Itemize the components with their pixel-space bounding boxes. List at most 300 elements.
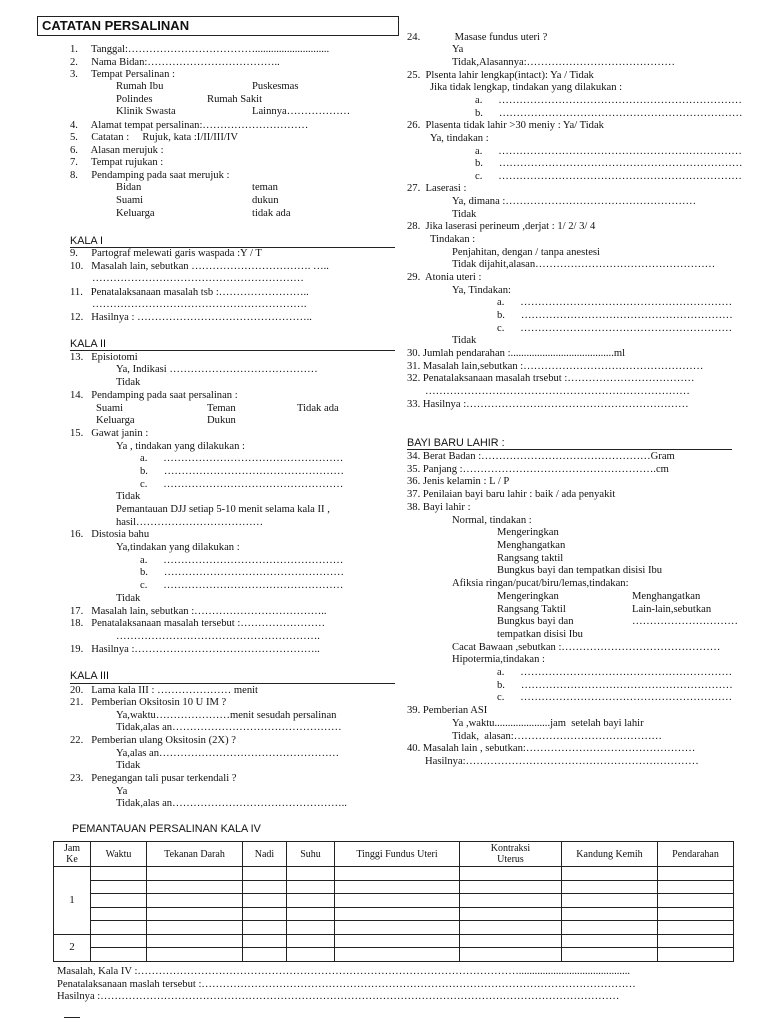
form-line-text: Penjahitan, dengan / tanpa anestesi [452, 247, 600, 258]
form-line [297, 403, 339, 415]
form-line-text: Dukun [207, 415, 236, 426]
form-line-text: Keluarga [116, 208, 155, 219]
table-cell[interactable] [147, 907, 243, 921]
form-line [632, 604, 711, 616]
form-line-text: Bungkus bayi dan [497, 616, 574, 627]
table-cell[interactable] [243, 894, 287, 908]
form-line [407, 361, 703, 373]
table-cell[interactable] [335, 907, 460, 921]
form-line-text: Tidak [116, 760, 141, 771]
form-line-text: 14. Pendamping pada saat persalinan : [70, 390, 238, 401]
form-line-text: Rangsang Taktil [497, 604, 566, 615]
form-line-text: Ya,tindakan yang dilakukan : [116, 542, 240, 553]
form-line-text: Tidak,Alasannya:…………………………………… [452, 57, 675, 68]
form-line [452, 335, 476, 347]
form-line [116, 195, 143, 207]
form-line-text: 8. Pendamping pada saat merujuk : [70, 170, 230, 181]
form-line-text: Tidak [116, 377, 141, 388]
table-cell[interactable] [147, 880, 243, 894]
table-cell[interactable] [562, 894, 658, 908]
form-line-text: b. …………………………………………… [140, 567, 344, 578]
form-line [70, 157, 163, 169]
table-cell[interactable] [460, 934, 562, 948]
table-cell[interactable] [91, 948, 147, 962]
table-cell[interactable] [335, 921, 460, 935]
table-cell[interactable] [91, 921, 147, 935]
table-cell[interactable] [243, 907, 287, 921]
table-cell[interactable] [335, 934, 460, 948]
page-mark [64, 1017, 80, 1018]
footer-line-text: Penatalaksanaan maslah tersebut :…………………………………………………………………………………………………………… [57, 979, 636, 990]
form-line [407, 70, 594, 82]
form-line [70, 57, 280, 69]
form-line-text: 17. Masalah lain, sebutkan :……………………………….. [70, 606, 327, 617]
form-line [407, 502, 471, 514]
form-line [207, 403, 236, 415]
form-line [407, 32, 547, 44]
form-line [116, 748, 339, 760]
form-line-text: Ya [452, 44, 464, 55]
form-line-text: 26. Plasenta tidak lahir >30 meniy : Ya/ Tidak [407, 120, 604, 131]
form-line [407, 120, 604, 132]
form-line-text: 15. Gawat janin : [70, 428, 149, 439]
table-cell[interactable] [147, 934, 243, 948]
form-line-text: Klinik Swasta [116, 106, 176, 117]
form-line [116, 504, 330, 516]
form-line [70, 773, 237, 785]
form-line-text: 4. Alamat tempat persalinan:………………………… [70, 120, 309, 131]
table-cell[interactable] [91, 907, 147, 921]
form-line-text: Rumah Sakit [207, 94, 263, 105]
form-line [92, 299, 307, 311]
header-kandung-kemih: Kandung Kemih [562, 842, 658, 867]
form-line-text: c. …………………………………………………… [497, 323, 733, 334]
form-line-text: ………………………………………………………………… [425, 386, 690, 397]
form-line-text: 5. Catatan : Rujuk, kata :I/II/III/IV [70, 132, 238, 143]
form-line-text: a. …………………………………………………………… [475, 146, 742, 157]
form-line-text: b. …………………………………………… [140, 466, 344, 477]
form-line-text: 23. Penegangan tali pusar terkendali ? [70, 773, 237, 784]
footer-line-text: Hasilnya :………………………………………………………………………………………………………………………………… [57, 991, 620, 1002]
form-line [116, 106, 176, 118]
form-line [430, 82, 622, 94]
form-line [452, 209, 476, 221]
table-cell[interactable] [335, 867, 460, 881]
form-line [497, 297, 732, 309]
form-line [252, 208, 291, 220]
kala-4-table [53, 841, 734, 962]
form-line [497, 604, 566, 616]
table-cell[interactable] [562, 934, 658, 948]
form-line-text: ………………………… [632, 616, 738, 627]
form-line [140, 479, 343, 491]
table-row [54, 894, 734, 908]
form-line-text: a. …………………………………………… [140, 555, 344, 566]
table-cell[interactable] [147, 867, 243, 881]
form-line [70, 529, 149, 541]
form-line [407, 489, 615, 501]
form-line-text: Polindes [116, 94, 153, 105]
form-line-text: …………………………………………………. [116, 631, 320, 642]
form-line [70, 287, 309, 299]
form-line-text: tidak ada [252, 208, 291, 219]
page-title: CATATAN PERSALINAN [42, 18, 190, 33]
form-line-text: Ya [116, 786, 128, 797]
form-line-text: 2. Nama Bidan:……………………………….. [70, 57, 280, 68]
form-line-text: Ya ,waktu.....................jam setelah bayi lahir [452, 718, 644, 729]
form-line-text: 13. Episiotomi [70, 352, 138, 363]
form-line-text: Afiksia ringan/pucat/biru/lemas,tindakan: [452, 578, 629, 589]
form-line [70, 644, 320, 656]
form-line [497, 310, 733, 322]
form-line-text: Bidan [116, 182, 142, 193]
form-line [70, 735, 236, 747]
form-line [475, 158, 743, 170]
form-line-text: Rangsang taktil [497, 553, 564, 564]
table-row [54, 948, 734, 962]
form-line [452, 259, 715, 271]
footer-line [57, 979, 636, 991]
form-line-text: Ya,alas an…………………………………………… [116, 748, 340, 759]
form-line [92, 273, 304, 285]
footer-line [57, 966, 630, 978]
form-line [497, 692, 732, 704]
table-cell[interactable] [658, 948, 734, 962]
form-line [140, 580, 343, 592]
table-cell[interactable] [460, 921, 562, 935]
table-cell[interactable] [287, 948, 335, 962]
form-line-text: Tidak [116, 593, 141, 604]
form-line-text: Ya , tindakan yang dilakukan : [116, 441, 245, 452]
form-line-text: 38. Bayi lahir : [407, 502, 471, 513]
form-line-text: 32. Penatalaksanaan masalah trsebut :……………………………… [407, 373, 695, 384]
footer-line [57, 991, 619, 1003]
table-cell[interactable] [243, 934, 287, 948]
form-line [116, 798, 347, 810]
form-line-text: Pemantauan DJJ setiap 5-10 menit selama kala II , [116, 504, 330, 515]
form-line [452, 731, 662, 743]
table-cell[interactable] [658, 921, 734, 935]
header-waktu: Waktu [91, 842, 147, 867]
divider [407, 449, 732, 450]
form-line [407, 464, 669, 476]
section-kala-1: KALA I [70, 235, 104, 247]
form-line-text: 37. Penilaian bayi baru lahir : baik / ada penyakit [407, 489, 616, 500]
form-line [116, 760, 140, 772]
form-line [407, 476, 509, 488]
form-line [497, 667, 732, 679]
table-row [54, 880, 734, 894]
jam-ke-cell: 1 [54, 867, 91, 935]
form-line [497, 616, 574, 628]
divider [70, 683, 395, 684]
form-line-text: a. …………………………………………… [140, 453, 344, 464]
form-line [116, 182, 141, 194]
form-line [116, 517, 263, 529]
form-line [497, 527, 559, 539]
form-line [252, 81, 299, 93]
form-line [407, 451, 675, 463]
form-line [70, 352, 138, 364]
form-line [116, 631, 320, 643]
table-cell[interactable] [243, 880, 287, 894]
form-line-text: a. …………………………………………………… [497, 667, 733, 678]
table-cell[interactable] [562, 948, 658, 962]
form-line-text: 29. Atonia uteri : [407, 272, 482, 283]
form-line [475, 146, 742, 158]
form-line-text: Lainnya……………… [252, 106, 351, 117]
form-line [252, 106, 350, 118]
table-cell[interactable] [335, 880, 460, 894]
form-line [632, 616, 738, 628]
divider [70, 350, 395, 351]
form-line-text: 27. Laserasi : [407, 183, 467, 194]
form-line-text: Tidak [452, 209, 477, 220]
form-line-text: Puskesmas [252, 81, 299, 92]
table-cell[interactable] [243, 867, 287, 881]
form-line-text: Suami [96, 403, 124, 414]
form-line [452, 578, 629, 590]
table-cell[interactable] [91, 934, 147, 948]
table-cell[interactable] [460, 948, 562, 962]
form-line [452, 285, 511, 297]
form-line [252, 182, 278, 194]
form-line [452, 718, 644, 730]
form-line-text: 36. Jenis kelamin : L / P [407, 476, 510, 487]
form-line-text: Rumah Ibu [116, 81, 164, 92]
table-cell[interactable] [243, 948, 287, 962]
table-cell[interactable] [287, 921, 335, 935]
table-row [54, 934, 734, 948]
form-line [70, 120, 308, 132]
table-cell[interactable] [287, 894, 335, 908]
form-line-text: 6. Alasan merujuk : [70, 145, 164, 156]
form-line-text: Ya,waktu…………………menit sesudah persalinan [116, 710, 337, 721]
form-line-text: 39. Pemberian ASI [407, 705, 488, 716]
form-line-text: 35. Panjang :……………………………………………….cm [407, 464, 669, 475]
form-line-text: Tidak dijahit,alasan…………………………………………… [452, 259, 716, 270]
form-line-text: Tidak,alas an………………………………………….. [116, 798, 347, 809]
table-cell[interactable] [562, 867, 658, 881]
form-line [70, 248, 262, 260]
form-line-text: 24. Masase fundus uteri ? [407, 32, 548, 43]
form-line-text: Tidak ada [297, 403, 339, 414]
form-line [407, 705, 487, 717]
form-line-text: 12. Hasilnya : ………………………………………….. [70, 312, 312, 323]
form-line [407, 373, 694, 385]
form-line-text: Keluarga [96, 415, 135, 426]
table-cell[interactable] [91, 894, 147, 908]
form-line-text: c. …………………………………………… [140, 580, 344, 591]
table-cell[interactable] [562, 921, 658, 935]
form-line [70, 132, 238, 144]
header-nadi: Nadi [243, 842, 287, 867]
table-cell[interactable] [658, 894, 734, 908]
divider [70, 247, 395, 248]
form-line [497, 591, 559, 603]
form-line-text: 28. Jika laserasi perineum ,derjat : 1/ 2/ 3/ 4 [407, 221, 596, 232]
form-line-text: Ya, Tindakan: [452, 285, 511, 296]
form-line-text: b. …………………………………………………………… [475, 158, 743, 169]
form-line [140, 555, 343, 567]
form-line [116, 593, 140, 605]
form-line [252, 195, 278, 207]
form-line-text: Cacat Bawaan ,sebutkan :……………………………………… [452, 642, 721, 653]
form-line-text: Ya, dimana :……………………………………………… [452, 196, 697, 207]
form-line [430, 133, 489, 145]
form-line [116, 364, 318, 376]
form-line [140, 567, 344, 579]
form-line [207, 94, 262, 106]
form-line [70, 618, 325, 630]
table-cell[interactable] [658, 907, 734, 921]
form-line [116, 377, 140, 389]
form-line [70, 390, 238, 402]
form-line-text: c. …………………………………………………… [497, 692, 733, 703]
table-cell[interactable] [91, 880, 147, 894]
form-line-text: Lain-lain,sebutkan [632, 604, 712, 615]
table-cell[interactable] [460, 894, 562, 908]
form-line [452, 44, 463, 56]
table-cell[interactable] [147, 921, 243, 935]
form-line-text: Teman [207, 403, 236, 414]
form-line-text: a. …………………………………………………………… [475, 95, 742, 106]
form-line [70, 145, 164, 157]
form-line-text: hasil……………………………… [116, 517, 264, 528]
table-cell[interactable] [287, 867, 335, 881]
table-row [54, 867, 734, 881]
header-jam-ke: Jam Ke [54, 842, 91, 867]
form-line-text: Bungkus bayi dan tempatkan disisi Ibu [497, 565, 663, 576]
table-cell[interactable] [243, 921, 287, 935]
form-line-text: b. …………………………………………………………… [475, 108, 743, 119]
form-line-text: 25. Plsenta lahir lengkap(intact): Ya / Tidak [407, 70, 594, 81]
form-line-text: Tidak [116, 491, 141, 502]
form-line [452, 515, 532, 527]
form-line [497, 540, 565, 552]
form-line-text: 19. Hasilnya :…………………………………………….. [70, 644, 320, 655]
table-cell[interactable] [460, 867, 562, 881]
table-cell[interactable] [287, 880, 335, 894]
table-cell[interactable] [562, 880, 658, 894]
table-cell[interactable] [335, 894, 460, 908]
form-line [497, 565, 662, 577]
form-line-text: Tindakan : [430, 234, 476, 245]
form-line [430, 234, 475, 246]
form-line-text: Menghangatkan [632, 591, 701, 602]
form-line-text: Tidak [452, 335, 477, 346]
form-line-text: 33. Hasilnya :……………………………………………………… [407, 399, 689, 410]
form-line [452, 654, 545, 666]
table-row [54, 907, 734, 921]
section-kala-4: PEMANTAUAN PERSALINAN KALA IV [72, 823, 261, 835]
form-line-text: Hasilnya:………………………………………………………… [425, 756, 699, 767]
form-line-text: Tidak,alas an………………………………………… [116, 722, 342, 733]
form-line [96, 415, 135, 427]
form-line-text: Jika tidak lengkap, tindakan yang dilakukan : [430, 82, 623, 93]
form-line [70, 312, 312, 324]
form-line [452, 247, 600, 259]
form-line [70, 606, 327, 618]
form-line [407, 272, 481, 284]
header-tekanan-darah: Tekanan Darah [147, 842, 243, 867]
form-line [70, 69, 175, 81]
form-line-text: Ya, Indikasi …………………………………… [116, 364, 318, 375]
form-line-text: b. …………………………………………………… [497, 680, 733, 691]
form-line [70, 428, 148, 440]
form-line [140, 453, 343, 465]
table-cell[interactable] [658, 934, 734, 948]
form-line-text: ……………………………………………………. [92, 299, 307, 310]
form-line [632, 591, 700, 603]
form-line-text: 16. Distosia bahu [70, 529, 150, 540]
form-line [475, 95, 742, 107]
form-line [70, 697, 226, 709]
form-line-text: c. …………………………………………………………… [475, 171, 742, 182]
table-cell[interactable] [91, 867, 147, 881]
form-line-text: c. …………………………………………… [140, 479, 344, 490]
header-kontraksi-uterus: Kontraksi Uterus [460, 842, 562, 867]
form-line-text: 30. Jumlah pendarahan :.......................................ml [407, 348, 626, 359]
form-line [497, 629, 583, 641]
form-line-text: 1. Tanggal:………………………………............................ [70, 44, 330, 55]
table-row [54, 921, 734, 935]
header-suhu: Suhu [287, 842, 335, 867]
form-line [96, 403, 123, 415]
table-cell[interactable] [147, 894, 243, 908]
table-cell[interactable] [658, 867, 734, 881]
section-kala-3: KALA III [70, 670, 110, 682]
table-cell[interactable] [562, 907, 658, 921]
table-cell[interactable] [147, 948, 243, 962]
form-line [116, 94, 153, 106]
form-line [70, 44, 329, 56]
form-line [116, 208, 155, 220]
form-line-text: dukun [252, 195, 279, 206]
table-cell[interactable] [460, 907, 562, 921]
form-line [116, 441, 245, 453]
table-cell[interactable] [287, 934, 335, 948]
form-line-text: Mengeringkan [497, 527, 559, 538]
form-line [116, 786, 127, 798]
form-line [452, 642, 720, 654]
form-line [452, 57, 675, 69]
form-line [475, 108, 743, 120]
form-line [70, 261, 329, 273]
form-line-text: 22. Pemberian ulang Oksitosin (2X) ? [70, 735, 236, 746]
form-line-text: teman [252, 182, 278, 193]
form-line-text: a. …………………………………………………… [497, 297, 733, 308]
form-line [497, 323, 732, 335]
form-line-text: 20. Lama kala III : ………………… menit [70, 685, 258, 696]
form-line-text: 34. Berat Badan :…………………………………………Gram [407, 451, 675, 462]
form-line [116, 542, 240, 554]
form-line-text: 18. Penatalaksanaan masalah tersebut :…………………… [70, 618, 326, 629]
form-line-text: 10. Masalah lain, sebutkan ……………………………. ….. [70, 261, 329, 272]
section-kala-2: KALA II [70, 338, 107, 350]
form-line-text: Mengeringkan [497, 591, 559, 602]
table-cell[interactable] [460, 880, 562, 894]
form-line [140, 466, 344, 478]
table-cell[interactable] [658, 880, 734, 894]
table-cell[interactable] [335, 948, 460, 962]
table-cell[interactable] [287, 907, 335, 921]
form-line [497, 680, 733, 692]
form-line [70, 685, 258, 697]
form-line-text: 21. Pemberian Oksitosin 10 U IM ? [70, 697, 227, 708]
form-line [407, 183, 466, 195]
header-tinggi-fundus-uteri: Tinggi Fundus Uteri [335, 842, 460, 867]
